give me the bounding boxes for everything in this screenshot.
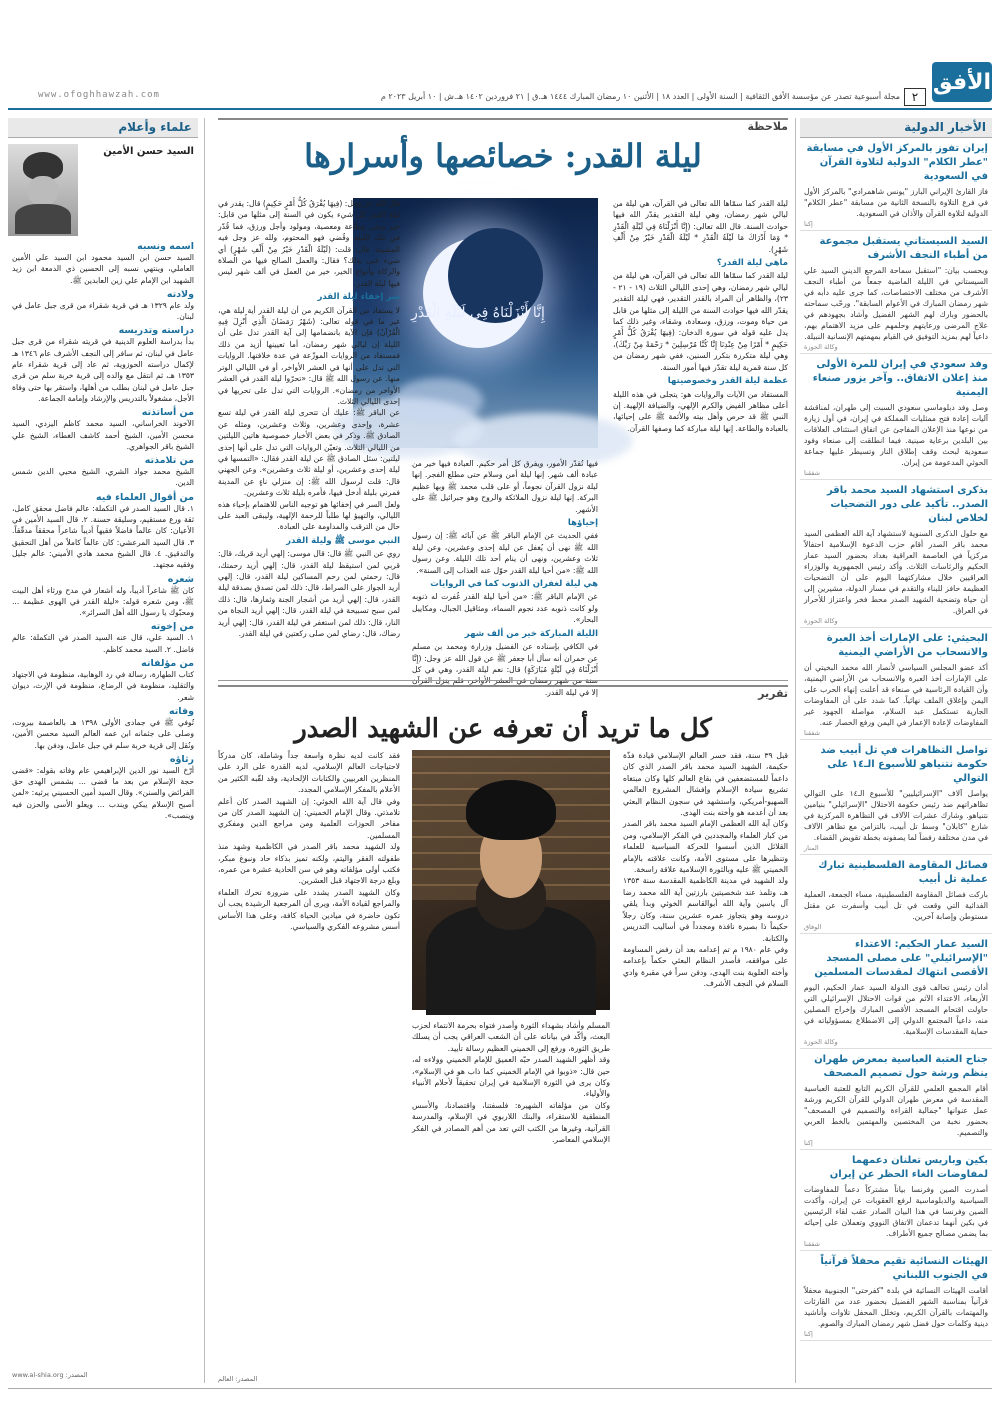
article1-col3-p3: عن الباقر ﷺ: عليك أن تتحرى ليلة القدر في ليلة تسع عشرة، وإحدى وعشرين، وثلاث وعشرين، ومثله عن الصادق ﷺ. وذكر في بعض الأخبار خصوصية هاتين الليلتين من الليالي الثلاث. وتعيّن الروايات التي تدل على أنها إحدى ليلتين: سئل الصادق ﷺ عن ليلة القدر فقال: «التمسها في ليلة إحدى وعشرين، أو ليلة ثلاث وعشرين». وعن الجهني قال: قلت لرسول الله ﷺ: إن منزلي ناءٍ عن المدينة فمرني بليلة أدخل فيها، فأمره بليلة ثلاث وعشرين. [218,408,400,498]
news-headline[interactable]: فصائل المقاومة الفلسطينية تبارك عملية تل أبيب [818,860,988,885]
article2-col2-p3: وكان من مؤلفاته الشهيرة: فلسفتنا، واقتصادنا، والأسس المنطقية للاستقراء، والبنك اللاربوي في الإسلام، والمدرسة القرآنية، وغيرها من الكتب التي تعد من أهم المصادر في الفكر الإسلامي المعاصر. [412,1100,610,1145]
article1-col1-h2: عظمة ليلة القدر وخصوصيتها [667,376,788,387]
news-item[interactable] [800,138,992,231]
bio-sections [8,236,198,823]
article1-col1-p1: ليلة القدر كما سمّاها الله تعالى في القرآن، هي ليلة من ليالي شهر رمضان، وهي ليلة التقدير يقدّر الله فيها حوادث السنة. قال الله تعالى: (إِنَّا أَنْزَلْنَاهُ فِي لَيْلَةِ الْقَدْرِ * وَمَا أَدْرَاكَ مَا لَيْلَةُ الْقَدْرِ * لَيْلَةُ الْقَدْرِ خَيْرٌ مِنْ أَلْفِ شَهْرٍ). [613,199,788,254]
bio-section-heading: من مؤلفاته [141,658,194,670]
article2-col3-p4: وكان الشهيد الصدر يشدد على ضرورة تحرك العلماء والمراجع لقيادة الأمة، ويرى أن المرجعية الرشيدة يجب أن تكون حاضرة في ميادين الحياة كافة، وعلى هذا الأساس أسس مشروعه الفكري والسياسي. [218,887,400,932]
scholars-column [8,118,198,1383]
international-news-column [800,118,992,1383]
article2-section-bar [218,685,788,701]
bio-section-body: ١. قال السيد الصدر في التكملة: عالم فاضل محقق كامل، ثقة ورع مستقيم، وسليقة حسنة. ٢. قال السيد الأمين في الأعيان: كان عالماً فاضلاً فقيهاً أديباً شاعراً محققاً مدقّقاً. ٣. قال السيد المرعشي: كان عالماً كاملاً من أهل التحقيق والتدقيق. ٤. قال الشيخ محمد هادي الأميني: عالم جليل وفقيه مجتهد. [12,503,195,570]
bio-section-body: أرّخ السيد نور الدين الإبراهيمي عام وفاته بقوله: «قضى حجة الإسلام من بعد ما قضى ... بشمس الهدى حق الفرائض والسنن». وقال السيد أمين الحسيني يرثيه: «لمن أصبح الإسلام يبكي ويندب ... ويعلو الأسى والحزن فيه وينصب». [12,765,194,820]
article1-col2-p3: عن الإمام الباقر ﷺ: «من أحيا ليلة القدر غُفرت له ذنوبه ولو كانت ذنوبه عدد نجوم السماء، ومثاقيل الجبال، ومكاييل البحار». [412,592,598,625]
bio-section-heading: من تلامذته [144,455,194,467]
bio-section-heading: من أقوال العلماء فيه [95,491,194,503]
bio-section-body: الآخوند الخراساني، السيد محمد كاظم اليزدي، السيد محسن الأمين، الشيخ أحمد كاشف الغطاء، الشيخ علي الشيخ باقر الجواهري. [12,419,194,451]
article2-col1-p4: وفي عام ١٩٨٠ م تم إعدامه بعد أن رفض المساومة على مواقفه، فأصدر النظام البعثي حكماً بإعدامه وأخته العلوية بنت الهدى، ودفن سراً في مقبرة وادي السلام في النجف الأشرف. [623,944,788,989]
image-calligraphy: إِنَّا أَنْزَلْنَاهُ فِي لَيْلَةِ الْقَدْرِ [411,305,545,321]
article2-col3-p3: ولد الشهيد محمد باقر الصدر في الكاظمية وشهد منذ طفولته الفقر واليتم، ولكنه تميز بذكاء حاد ونبوغ مبكر، فكتب أولى مؤلفاته وهو في سن الحادية عشرة من عمره، وبلغ درجة الاجتهاد قبل العشرين. [218,842,400,886]
news-source: المنار [804,844,819,852]
article2-col2 [412,1020,610,1145]
news-body: فاز القارئ الإيراني البارز "يونس شاهمرادي" بالمركز الأول في فرع التلاوة بالنسخة الثانية من مسابقة "عطر الكلام" الدولية لتلاوة القرآن والأذان في السعودية. [804,187,988,218]
header-divider [8,108,992,110]
article1-col2-p2: ففي الحديث عن الإمام الباقر ﷺ عن آبائه ﷺ: إن رسول الله ﷺ نهى أن يُغفل عن ليلة إحدى وعشرين، وعن ليلة ثلاث وعشرين، ونهى أن ينام أحد تلك الليلة. وعن رسول الله ﷺ: «من أحيا ليلة القدر حوّل عنه العذاب إلى السنة». [412,531,598,575]
article2-col2-p2: وقد أظهر الشهيد الصدر حبّه العميق للإمام الخميني وولاءه له، حين قال: «ذوبوا في الإمام الخميني كما ذاب هو في الإسلام»، وكان يرى في الثورة الإسلامية في إيران تحقيقاً لأحلام الأنبياء والأولياء. [412,1055,610,1099]
bio-section-heading: رثاؤه [169,753,194,765]
article2-title[interactable]: كل ما تريد أن تعرفه عن الشهيد الصدر [294,714,712,744]
article-divider [218,680,788,681]
article2-section: تقرير [758,687,788,700]
article1-col2-p1: فيها تُقدّر الأمور، ويفرق كل أمر حكيم. العبادة فيها خير من عبادة ألف شهر. إنها ليلة أمن وسلام حتى مطلع الفجر. إنها ليلة نزول القرآن نجوماً، أو على قلب محمد ﷺ وبها عظيم البركة. إنها ليلة نزول الملائكة والروح وهو جبرائيل ﷺ على الأشهر. [412,459,598,514]
article1-section: ملاحظة [747,120,788,133]
article2-col2-p1: المسلم وأشاد بشهداء الثورة وأصدر فتواه بحرمة الانتماء لحزب البعث، وأكّد في بياناته على أن الشعب العراقي يجب أن يسلك طريق الثورة، ورفع إلى الخميني العظيم رسالة تأييد. [412,1021,610,1053]
news-body: وصل وفد دبلوماسي سعودي السبت إلى طهران، لمناقشة آليات إعادة فتح ممثليات المملكة في إيران، في أول زيارة من نوعها منذ الإعلان المفاجئ عن اتفاق استئناف العلاقات بين البلدين برعاية صينية. فيما انطلقت إلى صنعاء وفود سعودية لبحث وقف إطلاق النار وتسيطر عليها جماعة الحوثي المدعومة من إيران. [804,403,988,467]
news-list [800,138,992,1341]
issue-meta: مجلة أسبوعية تصدر عن مؤسسة الأفق الثقافية | السنة الأولى | العدد ١٨ | الأثنين ١٠ رمضان المبارك ١٤٤٤ هـ.ق | ٢١ فروردين ١٤٠٢ هـ.ش | ١٠ أبريل ٢٠٢٣ م [380,92,900,101]
news-source: إكنا [804,220,813,228]
news-source: شفقنا [804,1240,820,1248]
news-source: وكالة الحوزة [804,617,838,625]
bio-name: السيد حسن الأمين [103,146,194,157]
news-headline[interactable]: الهيئات النسائية تقيم محفلاً قرآنياً في الجنوب اللبناني [820,1256,988,1281]
news-body: مع حلول الذكرى السنوية لاستشهاد آية الله العظمى السيد محمد باقر الصدر أقام حزب الدعوة الإسلامية احتفالاً مركزياً في العاصمة العراقية بغداد بحضور السيد عمار الحكيم والرئاسات الثلاث. وأكد رئيس الجمهورية والوزراء العراقيين خلال مشاركتهما اليوم على أن التضحيات العظيمة حافز للبناء والتقدم في مسار الدولة، مشيرين إلى أن حياة وتضحية الشهيد الصدر محط فخر واعتزاز للأحرار في العراق. [804,529,988,615]
news-headline[interactable]: السيد عمار الحكيم: الاعتداء "الإسرائيلي" على مصلى المسجد الأقصى انتهاك لمقدسات المسلمين [814,939,988,978]
news-headline[interactable]: بكين وباريس تعلنان دعمهما لمفاوضات الغاء الحظر عن إيران [829,1155,988,1180]
column-divider-left [204,118,205,1383]
article2-col3-p2: وفي قال آية الله الخوئي: إن الشهيد الصدر كان أعلم تلامذتي. وقال الإمام الخميني: إن الشهيد الصدر كان من مفاخر الحوزات العلمية ومن مراجع الدين ومفكري المسلمين. [218,796,400,840]
bio-source: المصدر: www.al-shia.org [12,1371,88,1379]
news-body: ويحسب بيان: "استقبل سماحة المرجع الديني السيد علي السيستاني في الليلة الماضية جمعاً من أطباء النجف الأشرف من مختلف الاختصاصات، كما جرى عليه دأبه في شهر رمضان المبارك في الأعوام السابقة". ورحّب سماحته بالحضور وبارك لهم الشهر الفضيل وأشاد بجهودهم في علاج المرضى ورعايتهم وحلمهم على مزيد الاهتمام بهم، داعياً لهم بمزيد التوفيق في القيام بمهمتهم الإنسانية النبيلة. [804,266,988,341]
article1-col3 [218,198,400,639]
news-body: باركت فصائل المقاومة الفلسطينية، مساء الجمعة، العملية الفدائية التي وقعت في تل أبيب وأسفرت عن مقتل مستوطن وإصابة آخرين. [804,890,988,921]
news-headline[interactable]: إيران تفوز بالمركز الأول في مسابقة "عطر الكلام" الدولية لتلاوة القرآن في السعودية [806,143,988,182]
news-source: وكالة الحوزة [804,1038,838,1046]
news-headline[interactable]: وفد سعودي في إيران للمرة الأولى منذ إعلان الاتفاق.. وآخر يزور صنعاء اليمنية [812,359,988,398]
news-body: يواصل آلاف "الإسرائيليين" للأسبوع الـ١٤ على التوالي تظاهراتهم ضد رئيس حكومة الاحتلال "الإسرائيلي" بنيامين نتنياهو. وشارك عشرات الآلاف في التظاهرة المركزية في شارع "كابلان" وسط تل أبيب، بالتزامن مع تظاهر الآلاف في مدن مختلفة رفضاً لما يصفونه بخطة تقويض القضاء. [804,789,988,842]
bio-section-heading: شعره [167,573,194,585]
news-item[interactable] [800,855,992,934]
article1-col2-p4: في الكافي بإسناده عن الفضيل وزرارة ومحمد بن مسلم عن حمران أنه سأل أبا جعفر ﷺ عن قول الله عز وجل: (إِنَّا أَنْزَلْنَاهُ فِي لَيْلَةٍ مُبَارَكَةٍ) قال: نعم ليلة القدر، وهي في كل إلا في ليلة القدر. [412,642,598,697]
news-source: إكنا [804,1139,813,1147]
masthead [0,0,1000,108]
bio-section-heading: ولادته [166,288,194,300]
news-body: أقامت الهيئات النسائية في بلدة "كفرحتى" الجنوبية محفلاً قرآنياً بمناسبة الشهر الفضيل بحضور عدد من القارئات والمهتمات بالقرآن الكريم، وتخلل المحفل تلاوات وأناشيد دينية وكلمات حول فضل شهر رمضان المبارك والصوم. [804,1286,988,1328]
article1-col3-p5: روي عن النبي ﷺ قال: قال موسى: إلهي أريد قربك، قال: قربي لمن استيقظ ليلة القدر، قال: إلهي أريد رحمتك، قال: رحمتي لمن رحم المساكين ليلة القدر، قال: إلهي أريد الجواز على الصراط، قال: ذلك لمن تصدق بصدقة ليلة القدر، قال: إلهي أريد من أشجار الجنة وثمارها، قال: ذلك لمن سبح تسبيحة في ليلة القدر، قال: إلهي أريد النجاة من النار، قال: ذلك لمن استغفر في ليلة القدر، قال: إلهي أريد رضاك، قال: رضاي لمن صلى ركعتين في ليلة القدر. [218,549,400,639]
bio-section-body: السيد حسن ابن السيد محمود ابن السيد علي الأمين العاملي، وينتهي نسبه إلى الحسين ذي الدمعة ابن زيد الشهيد ابن الإمام علي زين العابدين ﷺ. [12,253,194,285]
bio-section-body: ١. السيد علي، قال عنه السيد الصدر في التكملة: عالم فاضل. ٢. السيد محمد كاظم. [12,633,194,654]
article1-col1-p2: ليلة القدر كما سمّاها الله تعالى في القرآن، هي ليلة من ليالي شهر رمضان، وهي إحدى الليالي الثلاث (١٩ - ٢١ - ٢٣)، والظاهر أن المراد بالقدر التقدير، فهي ليلة التقدير يقدّر الله فيها حوادث السنة من الليلة إلى مثلها من قابل من حياة وموت، ورزق، وسعادة، وشقاء، وغير ذلك كما يدل عليه قوله في سورة الدخان: (فِيهَا يُفْرَقُ كُلُّ أَمْرٍ حَكِيمٍ * أَمْرًا مِنْ عِنْدِنَا إِنَّا كُنَّا مُرْسِلِينَ * رَحْمَةً مِنْ رَبِّكَ)، وهي ليلة متكررة بتكرر السنين، ففي شهر رمضان من كل سنة قمرية ليلة تقدّر فيها أمور السنة. [613,271,788,372]
article1-col3-p2: لا يستفاد من القرآن الكريم من أن ليلة القدر أية ليلة هي، غير ما في قوله تعالى: (شَهْرُ رَمَضَانَ الَّذِي أُنْزِلَ فِيهِ الْقُرْآنُ) فإن الآية بانضمامها إلى آية القدر تدل على أن الليلة إن ليالي شهر رمضان، أما تعيينها أزيد من ذلك فمستفاد من الروايات الموزّعة في عدة خلافتها. الروايات التي تدل على أنها في العشر الأواخر، أو في الليالي الوتر منها. عن رسول الله ﷺ قال: «تحرّوا ليلة القدر في العشر الأواخر من رمضان». الروايات التي تدل على تحريها في إحدى الليالي الثلاث. [218,305,400,406]
article1-col3-p1: قال الله عز وجل: (فِيهَا يُفْرَقُ كُلُّ أَمْرٍ حَكِيمٍ) قال: يقدر في ليلة القدر كل شيء يكون في السنة إلى مثلها من قابل: خير وشر، وطاعة ومعصية، ومولود وأجل ورزق، فما قُدّر في تلك الليلة وقُضي فهو المحتوم، ولله عز وجل فيه المشيئة. قال: قلت: (لَيْلَةُ الْقَدْرِ خَيْرٌ مِنْ أَلْفِ شَهْرٍ) أي شيء عنى بذلك؟ فقال: والعمل الصالح فيها من الصلاة والزكاة وأنواع الخير، خير من العمل في ألف شهر ليس فيها ليلة القدر. [218,199,400,288]
article1-col2-h1: إحياؤها [567,518,598,529]
article1-col3-p4: ولعل السر في إخفائها هو توجيه الناس للاهتمام بإحياء هذه الليالي، والتهيؤ لها طلباً للرحمة الإلهية، وليبقى العبد على حال من الترقب والمداومة على العبادة. [218,499,400,532]
news-headline[interactable]: بذكرى استشهاد السيد محمد باقر الصدر.. تأكيد على دور التضحيات لخلاص لبنان [826,485,988,524]
news-source: الوفاق [804,923,822,931]
article-shahid-sadr [218,685,788,1385]
news-item[interactable] [800,1049,992,1150]
footer-divider [8,1388,992,1389]
article2-col3 [218,750,400,933]
news-headline[interactable]: جناح العتبة العباسية بمعرض طهران ينظم ورشة حول تصميم المصحف [814,1054,988,1079]
sadr-portrait [412,750,610,1010]
news-item[interactable] [800,1251,992,1341]
news-body: أدان رئيس تحالف قوى الدولة السيد عمار الحكيم، اليوم الأربعاء، الاعتداء الآثم من قوات الاحتلال الإسرائيلي التي حاولت اقتحام المسجد الأقصى المبارك وإخراج المصلين منه، داعياً المجتمع الدولي إلى الاضطلاع بمسؤولياته في حماية المقدسات الإسلامية. [804,983,988,1036]
scholar-portrait [8,144,78,236]
news-headline[interactable]: تواصل التظاهرات في تل أبيب ضد حكومة نتنياهو للأسبوع الـ١٤ على التوالي [820,745,988,784]
bio-section-body: الشيخ محمد جواد الشري، الشيخ محيي الدين شمس الدين. [12,467,194,488]
bio-column-title: علماء وأعلام [8,118,198,138]
bio-section-heading: وفاته [168,705,194,717]
news-body: أقام المجمع العلمي للقرآن الكريم التابع للعتبة العباسية المقدسة في معرض طهران الدولي للقرآن الكريم ورشة عمل عنوانها "جمالية القراءة والتصميم في المصحف" بحضور نخبة من المختصين والمهتمين بالخط العربي والتصميم. [804,1084,988,1137]
bio-section-body: كان ﷺ شاعراً أديباً، وله أشعار في مدح ورثاء أهل البيت ﷺ، ومن شعره قوله: «ليلة القدر في الهوى عظيمة ... ومحبّوك يا رسول الله أهل السرائر». [12,585,194,618]
news-column-title: الأخبار الدولية [800,118,992,138]
article1-col2-h3: الليلة المباركة خير من ألف شهر [464,628,598,639]
article2-col1-p1: قبل ٣٩ سنة، فقد خسر العالم الإسلامي قيادة فذّة حكيمة، الشهيد السيد محمد باقر الصدر الذي كان داعماً للمستضعفين في بقاع العالم كلها وكان مبتغاه تشريع سيادة الإسلام وإفشال المشروع العالمي الصهيو-أمريكي، واستشهد في سجون النظام البعثي بعد أن أعدمه هو وأخته بنت الهدى. [623,751,788,818]
article2-col1-p2: وكان آية الله العظمى الإمام السيد محمد باقر الصدر من كبار العلماء والمجددين في الفكر الإسلامي، ومن القلائل الذين أسسوا للحركة السياسية للعلماء وتنظيرها على مستوى الأمة، وكانت علاقته بالإمام الخميني ﷺ عليه وبالثورة الإسلامية علاقة راسخة. [623,819,788,875]
article1-section-bar [218,118,788,134]
article1-col1-h1: ماهي ليلة القدر؟ [716,258,788,269]
site-url[interactable]: www.ofoghhawzah.com [38,90,160,100]
news-source: شفقنا [804,469,820,477]
article2-col1-p3: ولد الشهيد في مدينة الكاظمية المقدسة سنة ١٣٥٣ هـ، وتلمذ عند شخصيتين بارزتين آية الله محمد رضا آل ياسين وآية الله أبوالقاسم الخوئي وبدأ يلقي دروسه وهو يتجاوز عمره عشرين سنة، وكان رجلاً حكيماً ذا بصيرة نافذة ومجدداً في أساليب التدريس والكتابة. [623,876,788,943]
news-item[interactable] [800,740,992,855]
bio-section-body: تُوفي ﷺ في جمادى الأولى ١٣٩٨ هـ بالعاصمة بيروت، وصلى على جثمانه ابن عمه العالم السيد محسن الأمين، ونُقل إلى قرية خربة سلم في جبل عامل، ودفن بها. [12,717,195,750]
bio-section-heading: من أساتذته [141,407,194,419]
news-item[interactable] [800,628,992,740]
news-body: أصدرت الصين وفرنسا بياناً مشتركاً دعماً للمفاوضات السياسية والدبلوماسية لرفع العقوبات عن إيران، وأكدت الصين وفرنسا في هذا البيان الصادر عقب لقاء الرئيسين في بكين أنهما تدعمان الاتفاق النووي وتعملان على إحيائه بما يضمن مصالح جميع الأطراف. [804,1185,988,1238]
news-headline[interactable]: السيد السيستاني يستقبل مجموعة من أطباء النجف الأشرف [819,236,988,261]
news-item[interactable] [800,231,992,354]
page-number: ٢ [904,88,926,106]
news-body: أكد عضو المجلس السياسي لأنصار الله محمد البخيتي أن على الإمارات أخذ العبرة والانسحاب من الأراضي اليمنية، وأن القيادة الرئاسية في صنعاء قد أعلنت إنهاء الحرب على اليمن وإغلاق الملف نهائياً. كما شدد على أن المفاوضات الجارية تستكمل عبد السلام، مواصلة الجهود غير المفاوضات لإعادة الإعمار في اليمن ورفع الحصار عنه. [804,663,988,727]
article2-col1 [623,750,788,990]
turban-icon [466,780,556,840]
publication-logo[interactable]: الأفق [932,62,992,102]
article2-source: المصدر: العالم [218,1375,258,1383]
bio-section-heading: اسمه ونسبه [137,241,194,252]
article1-title[interactable]: ليلة القدر: خصائصها وأسرارها [304,137,702,175]
article1-col2-h2: هي ليلة لغفران الذنوب كما في الروايات [430,579,598,590]
bio-section-body: بدأ بدراسة العلوم الدينية في قريته شقراء من قرى جبل عامل في لبنان، ثم سافر إلى النجف الأشرف عام ١٣٤٦ هـ لإكمال دراسته الحوزوية، ثم عاد إلى قرية شقراء عام ١٣٥٣ هـ، ثم انتقل مع والده إلى قرية خربة سلم من قرى جبل عامل في لبنان بطلب من أهلها، واستقر بها حتى وفاة الأجل، مشغولاً بالتدريس والإرشاد وإمامة الجماعة. [12,337,194,403]
news-source: إكنا [804,1330,813,1338]
article1-col1-p3: المستفاد من الآيات والروايات هو: يتجلى في هذه الليلة أعلى مظاهر الفيض والكرم الإلهي، والضيافة الإلهية. إن النبي ﷺ قد حرص وأهل بيته والأئمة ﷺ على إحيائها، بالعبادة والطاعة. إنها ليلة مباركة كما وصفها القرآن. [613,389,788,433]
article2-col3-p1: فقد كانت لديه نظرة واسعة جداً وشاملة، كان مدركاً لاحتياجات العالم الإسلامي، لديه القدرة على الرد على المنظرين الغربيين والكتابات الإلحادية، وقد لقّبه الكثير من الأعلام بالمفكر الإسلامي المجدد. [218,751,400,795]
news-headline[interactable]: البحيثي: على الإمارات أخذ العبرة والانسحاب من الأراضي اليمنية [826,633,988,658]
article1-col3-h1: سر إخفاء ليلة القدر [317,292,400,303]
news-item[interactable] [800,1150,992,1251]
bio-section-heading: دراسته وتدريسه [118,325,194,337]
column-divider [795,118,796,1383]
article1-col3-h2: النبي موسى ﷺ وليلة القدر [286,535,400,546]
news-item[interactable] [800,480,992,628]
news-source: شفقنا [804,729,820,737]
article1-col1 [613,198,788,434]
bio-section-body: ولد عام ١٣٢٩ هـ في قرية شقراء من قرى جبل عامل في لبنان. [12,300,194,322]
news-item[interactable] [800,354,992,480]
bio-section-heading: من إخوته [150,621,194,633]
news-source: وكالة الحوزة [804,343,838,351]
article1-col2 [412,458,598,698]
news-item[interactable] [800,934,992,1049]
bio-section-body: كتاب الطهارة، رسالة في رد الوهابية، منظومة في الاجتهاد والتقليد، منظومة في الرضاع، منظومة في الإرث، ديوان شعر. [12,670,194,702]
